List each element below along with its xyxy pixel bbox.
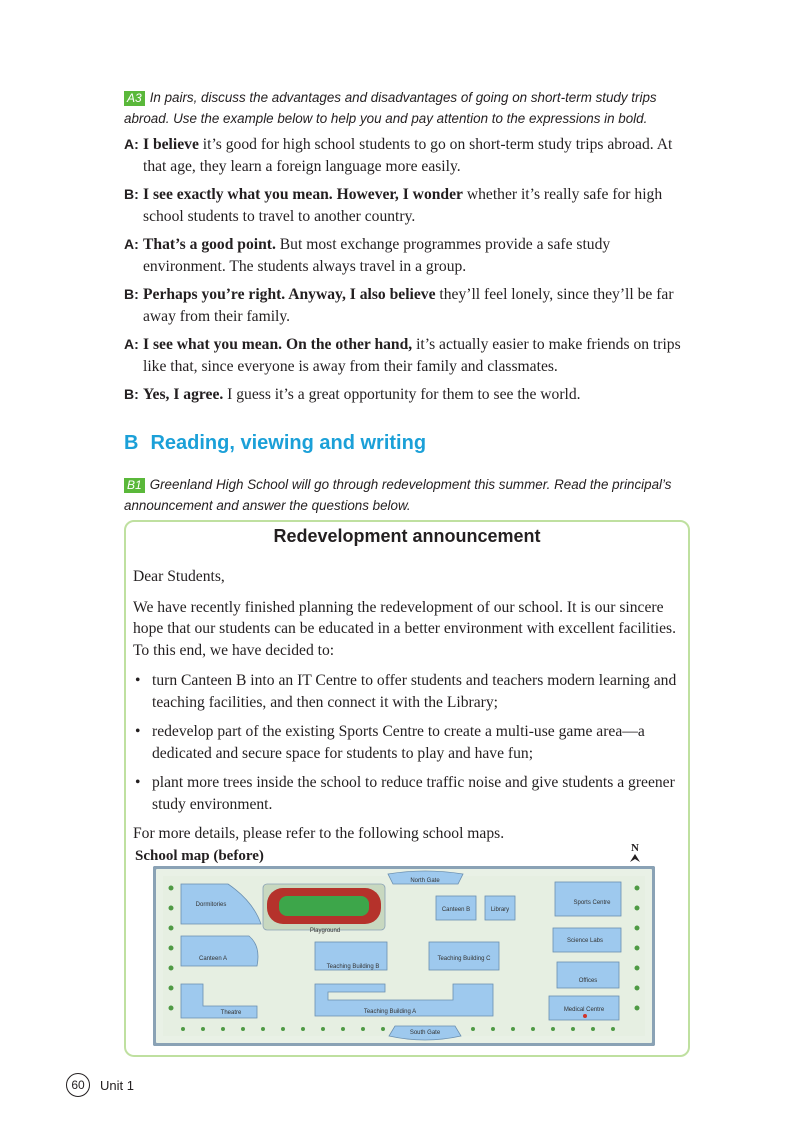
a3-tag: A3 [124,91,145,106]
map-label: Canteen A [198,956,228,962]
speaker-label: A: [124,236,139,252]
a3-instruction-text: In pairs, discuss the advantages and disadvantages of going on short-term study trips abroad. Use the example below to help you and pay attention to the expressions in bold. [124,90,657,126]
line-text: they’ll feel lonely, since they’ll be far away from their family. [143,286,674,325]
map-label: Science Labs [566,938,604,944]
map-title: School map (before) [135,848,264,864]
map-label: South Gate [409,1030,441,1036]
bold-expression: Perhaps you’re right. Anyway, I also believe [143,286,436,303]
map-label: Canteen B [441,907,471,913]
medical-cross-icon [583,1014,587,1018]
dialogue-line [124,134,694,177]
dialogue-line [124,334,694,377]
map-label: Offices [578,978,598,984]
list-item: • turn Canteen B into an IT Centre to offer students and teachers modern learning and teaching facilities, and then connect it with the Library; [133,670,681,713]
speaker-label: A: [124,336,139,352]
list-item: • redevelop part of the existing Sports Centre to create a multi-use game area—a dedicated and secure space for students to play and have fun; [133,721,681,764]
sports-centre-building [555,882,621,916]
intro-paragraph: We have recently finished planning the redevelopment of our school. It is our sincere hope that our students can be educated in a better environment with excellent facilities. To this end, we have decided to: [133,598,676,659]
line-text: it’s actually easier to make friends on trips like that, since everyone is away from their family and classmates. [143,336,681,375]
line-text: it’s good for high school students to go on short-term study trips abroad. At that age, they learn a foreign language more easily. [143,136,673,175]
speaker-label: B: [124,286,139,302]
greeting: Dear Students, [133,568,225,585]
dialogue-line [124,184,694,227]
dialogue-line [124,234,694,277]
b1-instruction [124,474,684,516]
bold-expression: Yes, I agree. [143,386,224,403]
dialogue-line [124,384,694,406]
map-label: Medical Centre [563,1007,605,1013]
line-text: I guess it’s a great opportunity for them to see the world. [223,386,581,403]
school-map [153,866,655,1046]
page-footer [66,1073,134,1097]
map-label: Dormitories [195,902,227,908]
bold-expression: I see what you mean. On the other hand, [143,336,413,353]
closing-paragraph: For more details, please refer to the following school maps. [133,825,505,842]
map-label: North Gate [410,878,440,884]
page-number: 60 [66,1073,90,1097]
unit-label: Unit 1 [100,1077,134,1093]
dialogue [124,134,694,413]
bold-expression: I believe [143,136,199,153]
b1-instruction-text: Greenland High School will go through redevelopment this summer. Read the principal’s announcement and answer the questions below. [124,477,672,513]
map-label: Sports Centre [573,900,611,906]
map-label: Teaching Building B [326,964,380,970]
section-letter: B [124,432,139,454]
speaker-label: A: [124,136,139,152]
dialogue-line [124,284,694,327]
map-label: Teaching Building C [437,956,491,962]
map-label: Teaching Building A [363,1009,417,1015]
b1-tag: B1 [124,478,145,493]
section-heading [124,432,426,455]
offices-building [557,962,619,988]
map-label: Theatre [220,1010,242,1016]
map-label: Library [490,907,510,913]
line-text: But most exchange programmes provide a safe study environment. The students always travel in a group. [143,236,611,275]
speaker-label: B: [124,186,139,202]
north-label: N [631,842,639,854]
section-title: Reading, viewing and writing [150,432,427,454]
a3-instruction [124,87,684,129]
bold-expression: I see exactly what you mean. However, I wonder [143,186,463,203]
north-arrow [629,843,641,866]
announcement-body [133,566,681,854]
speaker-label: B: [124,386,139,402]
line-text: whether it’s really safe for high school students to travel to another country. [143,186,663,225]
map-label: Playground [309,928,341,934]
list-item: • plant more trees inside the school to reduce traffic noise and give students a greener study environment. [133,772,681,815]
announcement-title [0,526,800,547]
plan-list [133,670,681,815]
north-arrow-icon [629,854,641,863]
announcement-title-text: Redevelopment announcement [273,526,541,546]
football-field [279,896,369,916]
bold-expression: That’s a good point. [143,236,276,253]
